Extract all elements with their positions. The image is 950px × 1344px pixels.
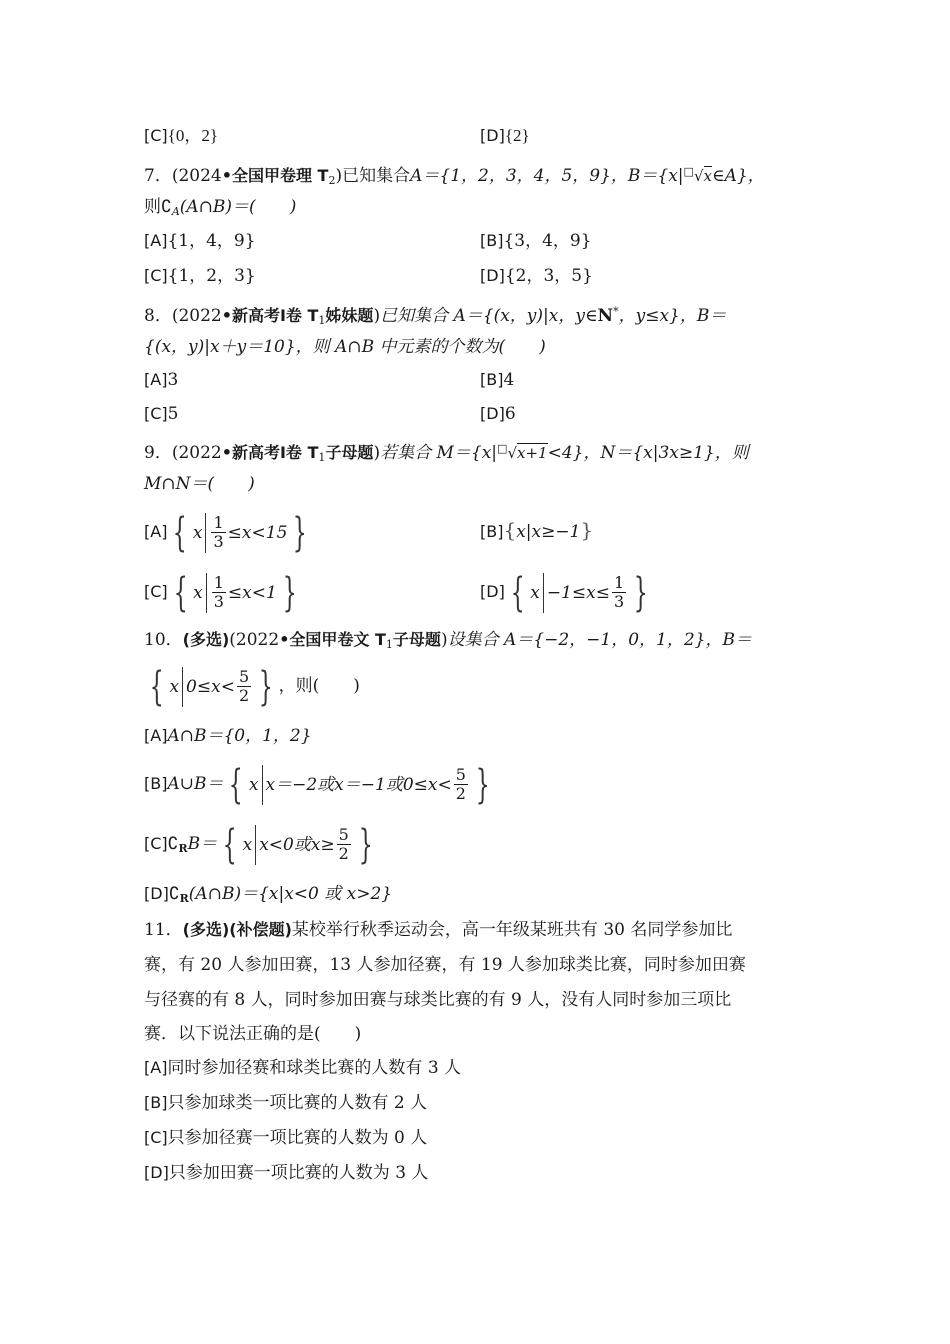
q7-stem-line1: 7．(2024•全国甲卷理 $T_2$)已知集合A＝{1，2，3，4，5，9}，B＝{x|□√x∈A}， [144,165,765,187]
q7-option-d: [D]{2，3，5} [480,266,593,286]
q8-option-c: [C]5 [144,404,179,424]
q11-option-c: [C]只参加径赛一项比赛的人数为 0 人 [144,1128,428,1148]
q10-option-d: $[D]∁_R(A\cap B)=\{x|x<0$ 或 x>2} [144,884,393,905]
q10-option-b: [B]A∪B＝ { x x＝−2或x＝−1或0≤x< $\frac{5}{2}$ } [144,761,490,808]
q8-option-d: [D]6 [480,404,516,424]
cube-root-sign: □√x+1 [497,442,548,462]
q6-option-c: [C]{0，2} [144,126,218,145]
q10-stem-line1: 10．(多选)(2022•全国甲卷文 $T_1$子母题)设集合 A＝{−2，−1，0，1，2}，B＝ [144,630,752,651]
q7-stem-line2: 则$∁_A(A\cap B)=$( ) [144,197,297,218]
q9-option-b: [B]{x|x≥−1} [480,518,594,542]
cube-root-sign: □√x [683,165,712,185]
q9-stem-line1: 9．(2022•新高考Ⅰ卷 $T_1$子母题)若集合 M＝{x|□√x+1<4}，N＝{x|3x≥1}，则 [144,442,749,464]
q7-option-a: [A]{1，4，9} [144,231,256,251]
q9-stem-line2: M∩N＝( ) [144,474,255,494]
q10-stem-line2: { x 0≤x< $\frac{5}{2}$ } ，则( ) [149,663,360,710]
q10-option-a: [A]A∩B＝{0，1，2} [144,726,312,746]
q11-stem-line2: 赛，有 20 人参加田赛，13 人参加径赛，有 19 人参加球类比赛，同时参加田赛 [144,955,746,975]
q9-option-d: [D] { x −1≤x≤ $\frac{1}{3}$ } [480,569,648,616]
q7-option-b: [B]{3，4，9} [480,231,592,251]
q9-option-a: [A] { x $\frac{1}{3}$ ≤x<15 } [144,509,308,556]
q11-stem-line4: 赛．以下说法正确的是( ) [144,1024,362,1044]
q6-option-d: [D]{2} [480,126,530,145]
q11-option-b: [B]只参加球类一项比赛的人数有 2 人 [144,1093,428,1113]
q11-stem-line3: 与径赛的有 8 人，同时参加田赛与球类比赛的有 9 人，没有人同时参加三项比 [144,990,732,1010]
q9-option-c: [C] { x $\frac{1}{3}$ ≤x<1 } [144,569,297,616]
q7-option-c: [C]{1，2，3} [144,266,256,286]
q10-option-c: $[C]∁_RB=$ { x x<0或x≥ $\frac{5}{2}$ } [144,821,373,868]
q8-option-a: [A]3 [144,370,179,390]
q11-option-a: [A]同时参加径赛和球类比赛的人数有 3 人 [144,1058,462,1078]
q11-stem-line1: 11．(多选)(补偿题)某校举行秋季运动会，高一年级某班共有 30 名同学参加比 [144,920,733,940]
q8-option-b: [B]4 [480,370,515,390]
q11-option-d: [D]只参加田赛一项比赛的人数为 3 人 [144,1163,429,1183]
q8-stem-line2: {(x，y)|x＋y＝10}，则 A∩B 中元素的个数为( ) [144,337,546,357]
q8-stem-line1: 8．(2022•新高考Ⅰ卷 $T_1$姊妹题)已知集合 A＝{(x，y)|x，y∈N*，y≤x}，B＝ [144,305,727,327]
